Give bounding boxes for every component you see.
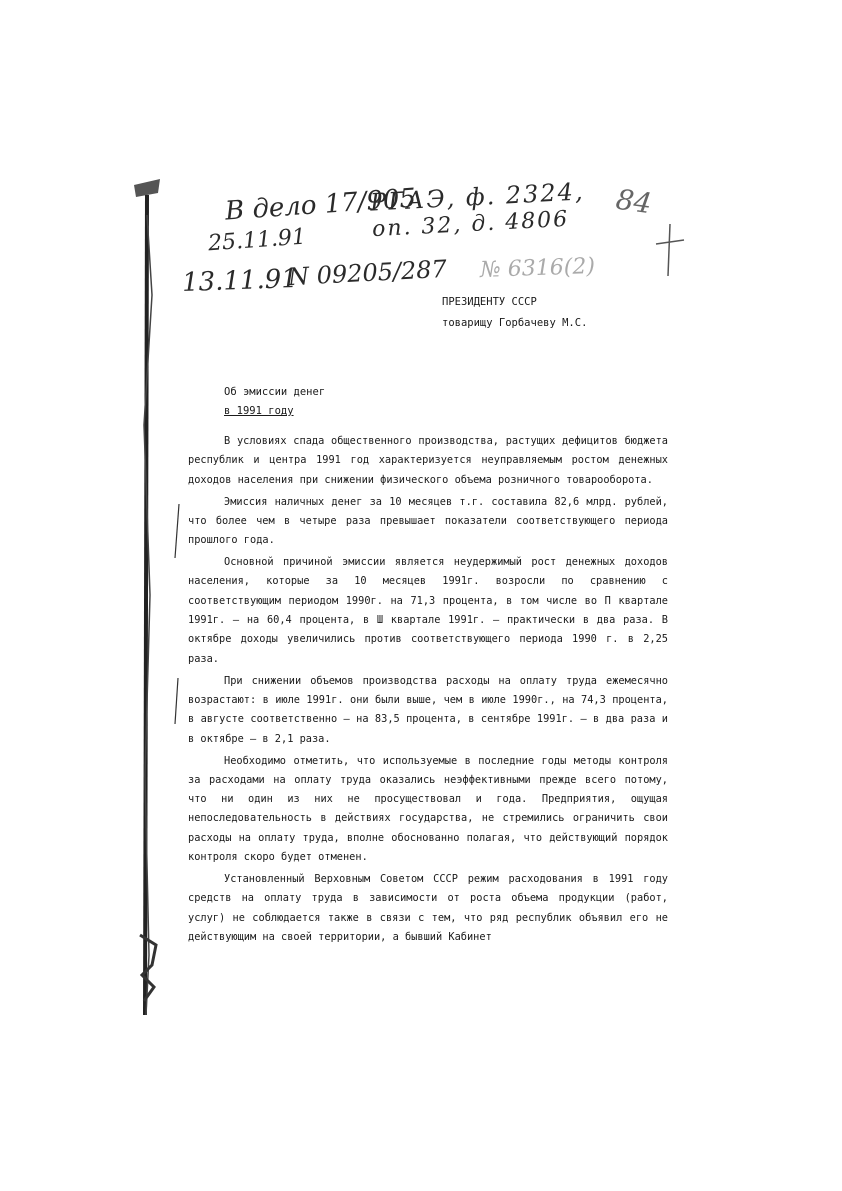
handwritten-note: В дело 17/905 — [224, 183, 418, 227]
addressee-name: товарищу Горбачеву М.С. — [442, 317, 588, 329]
letter-body — [188, 432, 668, 950]
margin-mark — [172, 676, 182, 726]
paragraph: Основной причиной эмиссии является неудержимый рост денежных доходов населения, которые за 10 месяцев 1991г. возросли по сравнению с соответствующим периодом 1990г. на 71,3 процента, в том числе во П квартале 1991г. – на 60,4 процента, в Ш квартале 1991г. – практически в два раза. В октябре доходы увеличились против соответствующего периода 1990 г. в 2,25 раза. — [188, 556, 668, 665]
margin-mark — [172, 502, 182, 560]
archive-reference: РГАЭ, ф. 2324, — [369, 177, 586, 217]
handwritten-date: 13.11.91 — [181, 263, 299, 299]
subject-block — [224, 383, 325, 421]
archive-reference-line2: оп. 32, д. 4806 — [371, 206, 570, 243]
addressee-title: ПРЕЗИДЕНТУ СССР — [442, 296, 537, 308]
stamp-number: № 6316(2) — [479, 254, 596, 283]
signature-date: 25.11.91 — [207, 224, 307, 257]
plus-mark-icon — [648, 220, 688, 280]
page-number: 84 — [613, 182, 654, 221]
paragraph: Установленный Верховным Советом СССР режим расходования в 1991 году средств на оплату труда в зависимости от роста объема продукции (работ, услуг) не соблюдается также в связи с тем, что ряд республик объявил его не действующим на своей территории, а бывший Кабинет — [188, 872, 668, 943]
paragraph: При снижении объемов производства расходы на оплату труда ежемесячно возрастают: в июле 1991г. они были выше, чем в июле 1990г., на 74,3 процента, в августе соответственно – на 83,5 процента, в сентябре 1991г. – в два раза и в октябре – в 2,1 раза. — [188, 674, 668, 745]
addressee-block — [442, 292, 587, 334]
registration-number: N 09205/287 — [287, 254, 448, 292]
binding-edge-mark — [130, 175, 164, 1015]
subject-line-year: в 1991 году — [224, 405, 294, 417]
paragraph: Эмиссия наличных денег за 10 месяцев т.г. составила 82,6 млрд. рублей, что более чем в четыре раза превышает показатели соответствующего периода прошлого года. — [188, 495, 668, 547]
paragraph: В условиях спада общественного производства, растущих дефицитов бюджета республик и центра 1991 год характеризуется неуправляемым ростом денежных доходов населения при снижении физического объема розничного товарооборота. — [188, 435, 668, 486]
subject-line: Об эмиссии денег — [224, 386, 326, 398]
paragraph: Необходимо отметить, что используемые в последние годы методы контроля за расходами на оплату труда оказались неэффективными прежде всего потому, что ни один из них не просуществовал и года. Предприятия, ощущая непоследовательность в действиях государства, не стремились ограничить свои расходы на оплату труда, вполне обоснованно полагая, что действующий порядок контроля скоро будет отменен. — [188, 754, 668, 863]
